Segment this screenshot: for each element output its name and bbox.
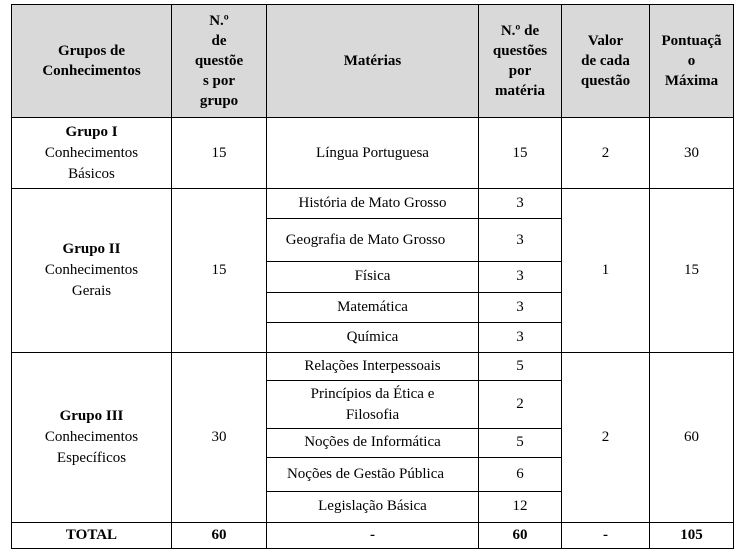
- group-cell-2: Grupo II Conhecimentos Gerais: [12, 189, 172, 353]
- total-questions: 60: [172, 522, 267, 548]
- group-cell-1: Grupo I Conhecimentos Básicos: [12, 118, 172, 189]
- subject-count: 3: [479, 292, 562, 322]
- subject-name: Legislação Básica: [267, 491, 479, 522]
- group-name: Grupo III: [59, 407, 124, 424]
- group-cell-3: Grupo III Conhecimentos Específicos: [12, 353, 172, 523]
- table-row: [12, 118, 734, 189]
- group-max: 30: [650, 118, 734, 189]
- group-questions: 15: [172, 118, 267, 189]
- group-name: Grupo II: [62, 241, 121, 258]
- group-value: 2: [562, 118, 650, 189]
- subject-count: 6: [479, 457, 562, 491]
- subject-count: 2: [479, 381, 562, 429]
- total-row: [12, 522, 734, 548]
- group-value: 1: [562, 189, 650, 353]
- subject-name: Química: [267, 322, 479, 352]
- header-pontuacao: Pontuaçã o Máxima: [650, 5, 734, 118]
- subject-name: Noções de Informática: [267, 429, 479, 457]
- subject-name: História de Mato Grosso: [267, 189, 479, 219]
- group-questions: 30: [172, 353, 267, 523]
- subject-name: Princípios da Ética e Filosofia: [267, 381, 479, 429]
- total-valor: -: [562, 522, 650, 548]
- table-row: [12, 189, 734, 219]
- header-num-por-materia: N.º de questões por matéria: [479, 5, 562, 118]
- subject-count: 3: [479, 219, 562, 261]
- subject-count: 3: [479, 322, 562, 352]
- subject-count: 3: [479, 261, 562, 292]
- group-questions: 15: [172, 189, 267, 353]
- subject-name: Relações Interpessoais: [267, 353, 479, 381]
- header-num-por-grupo: N.º de questõe s por grupo: [172, 5, 267, 118]
- subject-name: Matemática: [267, 292, 479, 322]
- group-value: 2: [562, 353, 650, 523]
- header-materias: Matérias: [267, 5, 479, 118]
- subject-name: Geografia de Mato Grosso: [267, 219, 479, 261]
- subject-name: Física: [267, 261, 479, 292]
- total-label: TOTAL: [12, 522, 172, 548]
- subject-count: 12: [479, 491, 562, 522]
- header-grupos: Grupos de Conhecimentos: [12, 5, 172, 118]
- subject-name: Língua Portuguesa: [267, 118, 479, 189]
- subject-name: Noções de Gestão Pública: [267, 457, 479, 491]
- subject-count: 5: [479, 353, 562, 381]
- total-materias: -: [267, 522, 479, 548]
- table-header: [12, 5, 734, 118]
- total-max: 105: [650, 522, 734, 548]
- subject-count: 5: [479, 429, 562, 457]
- header-valor: Valor de cada questão: [562, 5, 650, 118]
- group-name: Grupo I: [65, 123, 118, 140]
- group-max: 15: [650, 189, 734, 353]
- subject-count: 15: [479, 118, 562, 189]
- subject-count: 3: [479, 189, 562, 219]
- exam-distribution-table: [11, 4, 734, 549]
- table-row: [12, 353, 734, 381]
- total-per-materia: 60: [479, 522, 562, 548]
- group-max: 60: [650, 353, 734, 523]
